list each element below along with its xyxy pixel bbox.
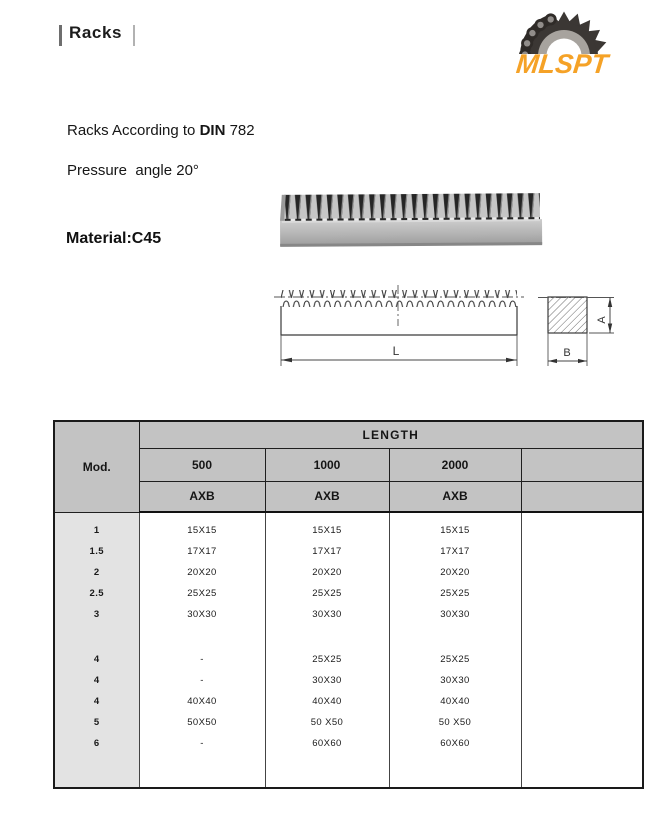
mod-cell: 4 xyxy=(54,649,139,670)
axb-cell: - xyxy=(139,670,265,691)
length-dim-label: L xyxy=(392,344,400,358)
axb-cell: 40X40 xyxy=(139,691,265,712)
table-subheader-axb: AXB xyxy=(139,481,265,512)
mod-cell: 4 xyxy=(54,691,139,712)
axb-cell: - xyxy=(139,733,265,754)
axb-cell: 17X17 xyxy=(139,541,265,562)
side-view xyxy=(274,285,524,366)
din-line-suffix: 782 xyxy=(225,122,255,139)
axb-cell: 25X25 xyxy=(389,583,521,604)
dim-b-label: B xyxy=(563,347,571,359)
table-header-2000: 2000 xyxy=(389,448,521,481)
axb-cell: 15X15 xyxy=(139,520,265,541)
title-right-bar xyxy=(133,25,135,46)
axb-cell: 60X60 xyxy=(389,733,521,754)
table-row xyxy=(54,691,643,712)
axb-cell: 15X15 xyxy=(265,520,389,541)
din-standard-line xyxy=(67,122,255,139)
axb-cell: 20X20 xyxy=(139,562,265,583)
axb-cell: 25X25 xyxy=(139,583,265,604)
blank-cell xyxy=(521,712,643,733)
axb-cell: 50 X50 xyxy=(265,712,389,733)
table-header-1000: 1000 xyxy=(265,448,389,481)
axb-cell: 30X30 xyxy=(139,604,265,625)
material-line: Material:C45 xyxy=(66,230,162,247)
mod-cell: 2.5 xyxy=(54,583,139,604)
axb-cell: 25X25 xyxy=(389,649,521,670)
section-view xyxy=(538,297,614,366)
mod-cell: 3 xyxy=(54,604,139,625)
axb-cell: 50 X50 xyxy=(389,712,521,733)
table-subheader-axb: AXB xyxy=(389,481,521,512)
axb-cell: 30X30 xyxy=(389,604,521,625)
table-header-mod: Mod. xyxy=(54,421,139,512)
blank-cell xyxy=(521,604,643,625)
blank-cell xyxy=(521,649,643,670)
axb-cell: 17X17 xyxy=(265,541,389,562)
mod-cell: 1 xyxy=(54,520,139,541)
din-line-bold: DIN xyxy=(199,122,226,139)
table-row xyxy=(54,649,643,670)
logo-wordmark: MLSPT xyxy=(514,49,610,79)
blank-cell xyxy=(521,691,643,712)
axb-cell: 30X30 xyxy=(265,670,389,691)
mod-cell: 1.5 xyxy=(54,541,139,562)
axb-cell: 15X15 xyxy=(389,520,521,541)
axb-cell: 25X25 xyxy=(265,583,389,604)
page-title: Racks xyxy=(69,23,123,42)
rack-photo xyxy=(277,191,545,249)
table-row xyxy=(54,733,643,754)
axb-cell: 25X25 xyxy=(265,649,389,670)
table-row xyxy=(54,520,643,541)
axb-cell: 17X17 xyxy=(389,541,521,562)
table-row xyxy=(54,712,643,733)
axb-cell: 50X50 xyxy=(139,712,265,733)
axb-cell: 30X30 xyxy=(389,670,521,691)
spec-table xyxy=(53,420,644,789)
axb-cell: 40X40 xyxy=(265,691,389,712)
blank-cell xyxy=(521,670,643,691)
blank-cell xyxy=(521,733,643,754)
table-subheader-blank xyxy=(521,481,643,512)
blank-cell xyxy=(521,520,643,541)
din-line-prefix: Racks According to xyxy=(67,122,200,139)
axb-cell: 40X40 xyxy=(389,691,521,712)
table-subheader-axb: AXB xyxy=(265,481,389,512)
table-row xyxy=(54,670,643,691)
blank-cell xyxy=(521,562,643,583)
table-row xyxy=(54,541,643,562)
logo-gear-icon xyxy=(518,10,614,54)
rack-technical-drawing xyxy=(272,282,644,378)
mod-cell: 4 xyxy=(54,670,139,691)
axb-cell: 60X60 xyxy=(265,733,389,754)
mod-cell: 2 xyxy=(54,562,139,583)
table-row xyxy=(54,604,643,625)
blank-cell xyxy=(521,541,643,562)
table-header-blank xyxy=(521,448,643,481)
table-header-length: LENGTH xyxy=(139,421,643,448)
spacer-row xyxy=(54,512,643,520)
spacer-row xyxy=(54,625,643,649)
mod-cell: 5 xyxy=(54,712,139,733)
axb-cell: - xyxy=(139,649,265,670)
table-row xyxy=(54,583,643,604)
blank-cell xyxy=(521,583,643,604)
pressure-angle-line: Pressure angle 20° xyxy=(67,162,199,179)
dim-a-label: A xyxy=(596,316,608,324)
axb-cell: 20X20 xyxy=(389,562,521,583)
axb-cell: 20X20 xyxy=(265,562,389,583)
table-row xyxy=(54,562,643,583)
mod-cell: 6 xyxy=(54,733,139,754)
spacer-row xyxy=(54,754,643,788)
title-left-bar xyxy=(59,25,62,46)
table-header-500: 500 xyxy=(139,448,265,481)
axb-cell: 30X30 xyxy=(265,604,389,625)
